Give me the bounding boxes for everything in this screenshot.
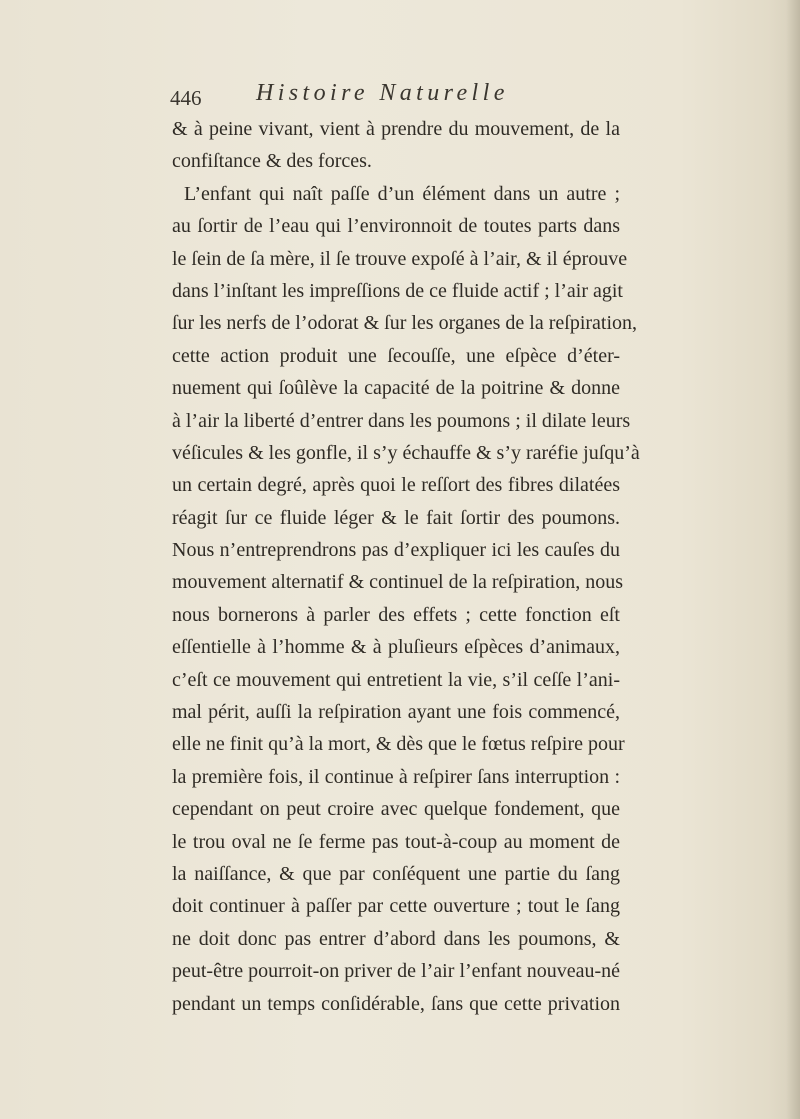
text-line: cependant on peut croire avec quelque fondement, que bbox=[172, 798, 620, 821]
text-line: c’eſt ce mouvement qui entretient la vie, s’il ceſſe l’ani- bbox=[172, 668, 620, 691]
text-line: eſſentielle à l’homme & à pluſieurs eſpèces d’animaux, bbox=[172, 636, 620, 659]
text-line: peut-être pourroit-on priver de l’air l’enfant nouveau-né bbox=[172, 960, 620, 983]
text-line: mouvement alternatif & continuel de la reſpiration, nous bbox=[172, 571, 623, 594]
text-line: ne doit donc pas entrer d’abord dans les poumons, & bbox=[172, 927, 620, 950]
page-number: 446 bbox=[170, 86, 202, 110]
text-line: un certain degré, après quoi le reſſort des fibres dilatées bbox=[172, 474, 620, 497]
text-line: le trou oval ne ſe ferme pas tout-à-coup au moment de bbox=[172, 830, 620, 853]
text-line: le ſein de ſa mère, il ſe trouve expoſé à l’air, & il éprouve bbox=[172, 247, 628, 270]
text-line: ſur les nerfs de l’odorat & ſur les organes de la reſpiration, bbox=[172, 312, 638, 335]
running-title: Histoire Naturelle bbox=[256, 80, 509, 106]
text-line: elle ne finit qu’à la mort, & dès que le fœtus reſpire pour bbox=[172, 733, 625, 756]
text-line: & à peine vivant, vient à prendre du mouvement, de la bbox=[172, 118, 620, 140]
page-edge-shadow bbox=[786, 0, 800, 1119]
text-line: la naiſſance, & que par conſéquent une partie du ſang bbox=[172, 862, 620, 885]
text-line: mal périt, auſſi la reſpiration ayant une fois commencé, bbox=[172, 701, 620, 724]
text-line: confiſtance & des forces. bbox=[172, 150, 372, 173]
text-line: nuement qui ſoûlève la capacité de la poitrine & donne bbox=[172, 377, 620, 400]
text-line: à l’air la liberté d’entrer dans les poumons ; il dilate leurs bbox=[172, 409, 631, 432]
text-line: doit continuer à paſſer par cette ouverture ; tout le ſang bbox=[172, 895, 620, 918]
text-line: pendant un temps conſidérable, ſans que cette privation bbox=[172, 992, 620, 1015]
text-line: la première fois, il continue à reſpirer ſans interruption : bbox=[172, 765, 620, 788]
text-line: nous bornerons à parler des effets ; cette fonction eſt bbox=[172, 603, 620, 626]
text-line: véſicules & les gonfle, il s’y échauffe & s’y raréfie juſqu’à bbox=[172, 441, 640, 464]
page-header bbox=[170, 80, 630, 114]
text-line: Nous n’entreprendrons pas d’expliquer ici les cauſes du bbox=[172, 539, 620, 562]
text-line: dans l’inſtant les impreſſions de ce fluide actif ; l’air agit bbox=[172, 279, 623, 302]
text-line: L’enfant qui naît paſſe d’un élément dans un autre ; bbox=[184, 182, 620, 205]
text-line: cette action produit une ſecouſſe, une eſpèce d’éter- bbox=[172, 344, 620, 367]
text-line: réagit ſur ce fluide léger & le fait ſortir des poumons. bbox=[172, 506, 620, 529]
body-text bbox=[172, 113, 640, 1020]
text-line: au ſortir de l’eau qui l’environnoit de toutes parts dans bbox=[172, 215, 620, 238]
